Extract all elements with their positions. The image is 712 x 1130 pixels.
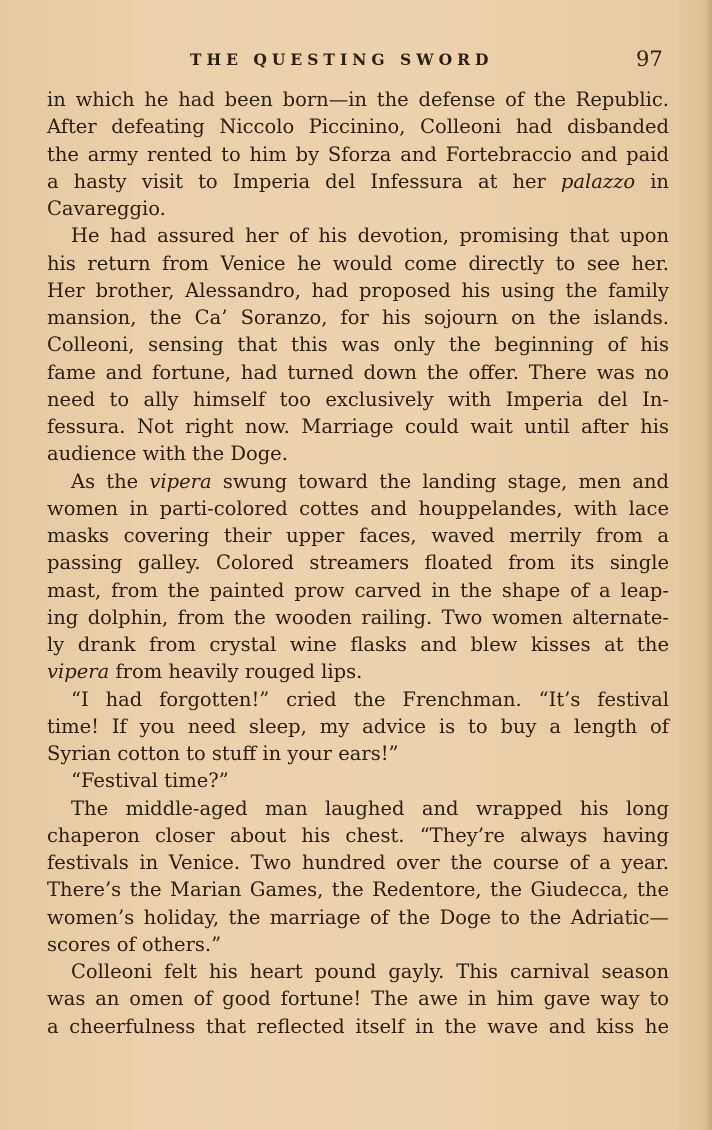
- text-line: [47, 250, 669, 277]
- text-segment: mansion, the Ca’ Soranzo, for his sojourn on the islands.: [47, 306, 669, 329]
- text-line: [47, 440, 669, 467]
- text-segment: swung toward the landing stage, men and: [211, 469, 670, 493]
- text-line: [47, 985, 669, 1012]
- text-segment: time! If you need sleep, my advice is to buy a length of: [47, 714, 669, 738]
- text-line: [47, 304, 669, 331]
- italic-word: vipera: [47, 660, 110, 684]
- text-segment: There’s the Marian Games, the Redentore, the Giudecca, the: [47, 878, 669, 902]
- text-line: [47, 386, 669, 413]
- text-segment: women in parti-colored cottes and houppelandes, with lace: [47, 496, 669, 520]
- text-line: [47, 822, 669, 849]
- text-line: [47, 277, 669, 304]
- text-segment: The middle-aged man laughed and wrapped his long: [71, 796, 669, 820]
- italic-word: vipera: [149, 469, 212, 493]
- text-line: [47, 86, 669, 113]
- text-segment: Colleoni, sensing that this was only the beginning of his: [47, 333, 669, 357]
- text-segment: Her brother, Alessandro, had proposed his using the family: [47, 278, 669, 302]
- text-segment: in which he had been born—in the defense of the Republic.: [47, 88, 669, 111]
- text-line: [47, 113, 669, 140]
- italic-word: palazzo: [560, 169, 636, 193]
- text-segment: his return from Venice he would come directly to see her.: [47, 251, 669, 275]
- text-segment: masks covering their upper faces, waved merrily from a: [47, 524, 669, 547]
- text-segment: fame and fortune, had turned down the offer. There was no: [47, 360, 669, 384]
- text-segment: need to ally himself too exclusively with Imperia del In-: [47, 387, 669, 411]
- text-line: [47, 849, 669, 876]
- body-text: [47, 86, 669, 1040]
- running-head-title: THE QUESTING SWORD: [190, 50, 494, 69]
- text-segment: was an omen of good fortune! The awe in him gave way to: [47, 987, 669, 1011]
- text-line: [47, 658, 669, 685]
- text-line: [47, 222, 669, 249]
- text-line: [47, 495, 669, 522]
- text-segment: fessura. Not right now. Marriage could wait until after his: [47, 415, 669, 438]
- text-segment: festivals in Venice. Two hundred over the course of a year.: [47, 851, 669, 874]
- text-line: [47, 331, 669, 358]
- page-edge-shadow: [704, 0, 712, 1130]
- text-line: [47, 577, 669, 604]
- text-segment: After defeating Niccolo Piccinino, Colleoni had disbanded: [47, 115, 669, 139]
- text-line: [47, 740, 669, 767]
- text-line: [47, 468, 669, 495]
- text-segment: Cavareggio.: [47, 197, 166, 220]
- text-line: [47, 958, 669, 985]
- text-line: [47, 195, 669, 222]
- text-line: [47, 767, 669, 794]
- text-line: [47, 604, 669, 631]
- text-segment: ing dolphin, from the wooden railing. Two women alternate-: [47, 605, 669, 629]
- text-segment: in: [635, 169, 669, 193]
- text-segment: passing galley. Colored streamers floated from its single: [47, 551, 669, 575]
- text-segment: audience with the Doge.: [47, 442, 288, 466]
- text-segment: ly drank from crystal wine flasks and blew kisses at the: [47, 633, 669, 656]
- text-segment: Colleoni felt his heart pound gayly. This carnival season: [71, 960, 669, 983]
- text-line: [47, 141, 669, 168]
- text-line: [47, 931, 669, 958]
- page-number: 97: [636, 47, 663, 71]
- text-line: [47, 904, 669, 931]
- text-line: [47, 631, 669, 658]
- text-segment: “I had forgotten!” cried the Frenchman. “It’s festival: [71, 687, 669, 711]
- text-line: [47, 1013, 669, 1040]
- text-segment: women’s holiday, the marriage of the Doge to the Adriatic—: [47, 905, 669, 929]
- text-line: [47, 795, 669, 822]
- text-segment: “Festival time?”: [71, 769, 229, 793]
- text-segment: from heavily rouged lips.: [109, 660, 363, 684]
- text-line: [47, 876, 669, 903]
- text-segment: He had assured her of his devotion, promising that upon: [71, 224, 669, 248]
- text-segment: scores of others.”: [47, 932, 222, 956]
- text-line: [47, 549, 669, 576]
- text-segment: chaperon closer about his chest. “They’re always having: [47, 823, 669, 847]
- text-line: [47, 713, 669, 740]
- text-line: [47, 413, 669, 440]
- text-segment: mast, from the painted prow carved in the shape of a leap-: [47, 578, 669, 602]
- text-line: [47, 168, 669, 195]
- text-line: [47, 359, 669, 386]
- text-segment: the army rented to him by Sforza and Fortebraccio and paid: [47, 142, 669, 166]
- text-segment: a cheerfulness that reflected itself in the wave and kiss he: [47, 1014, 669, 1038]
- text-line: [47, 686, 669, 713]
- text-segment: Syrian cotton to stuff in your ears!”: [47, 742, 399, 765]
- text-segment: As the: [71, 469, 150, 493]
- text-line: [47, 522, 669, 549]
- text-segment: a hasty visit to Imperia del Infessura at her: [47, 169, 561, 193]
